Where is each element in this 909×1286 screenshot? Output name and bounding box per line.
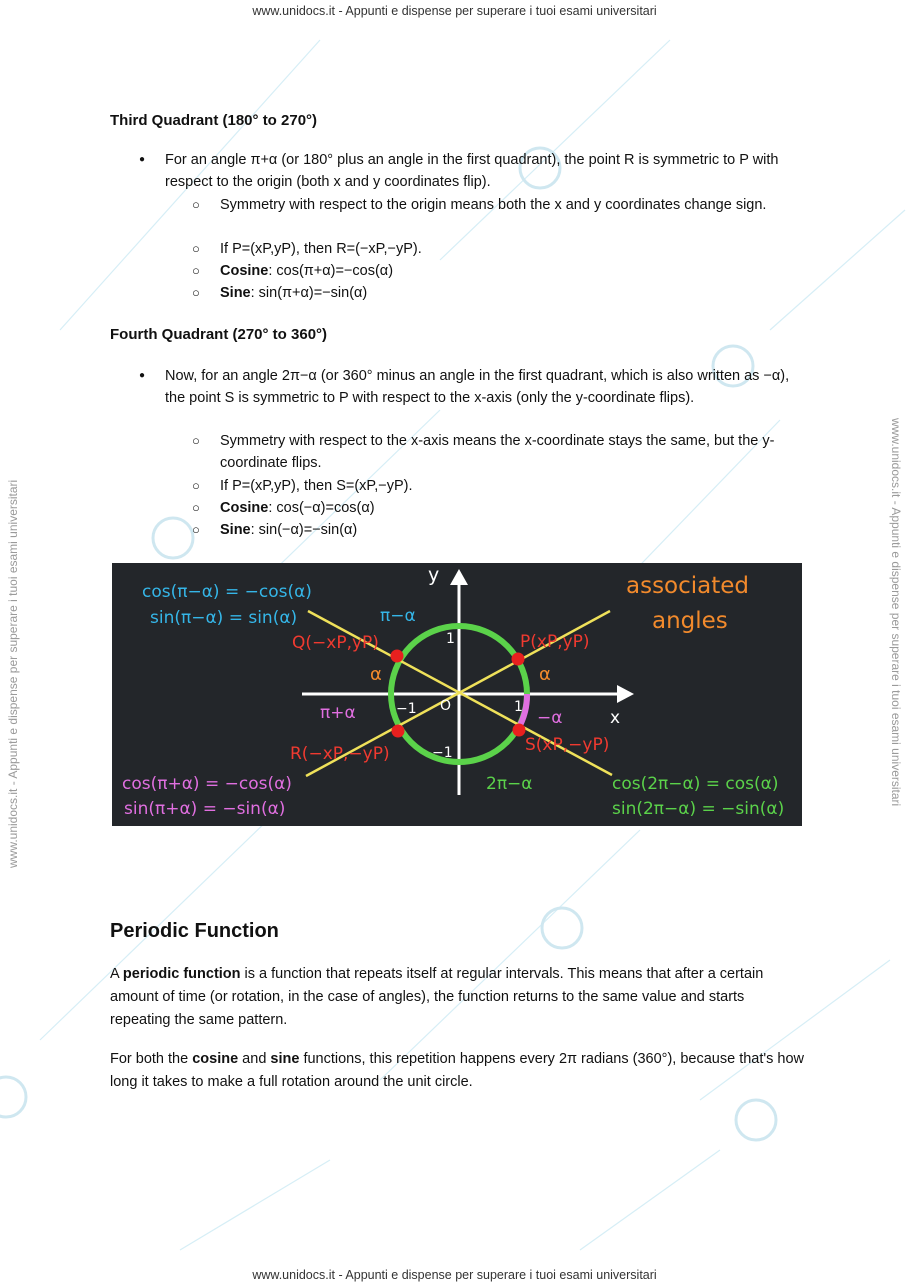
text-fragment: functions, this repetition happens every 2π radians (360°), because that's how long it takes to make a full rotation around the unit circle. [110, 1051, 805, 1090]
heading-fourth-quadrant: Fourth Quadrant (270° to 360°) [110, 326, 328, 343]
tick-label-neg1-left: −1 [396, 701, 417, 717]
watermark-logo-icon [542, 908, 582, 948]
sub-bullet-cosine-third [220, 260, 790, 282]
bullet-third-quadrant: ● For an angle π+α (or 180° plus an angle in the first quadrant), the point R is symmetric to P with respect to the origin (both x and y coordinates flip). [165, 149, 805, 193]
label-alpha-right: α [539, 664, 551, 685]
text-fragment: A [110, 966, 123, 982]
label-minus-alpha: −α [537, 708, 563, 728]
sub-bullet-cosine-fourth [220, 497, 790, 519]
figure-title-associated: associated [626, 573, 750, 599]
sub-bullet-x-axis-symmetry: ○ Symmetry with respect to the x-axis means the x-coordinate stays the same, but the y-coordinate flips. [220, 430, 790, 474]
label-alpha-left: α [370, 664, 382, 685]
sine-label: Sine [220, 522, 251, 538]
tick-label-1-top: 1 [446, 631, 455, 647]
eq-cos-pi-plus: cos(π+α) = −cos(α) [122, 774, 292, 794]
bold-term: sine [270, 1051, 300, 1067]
tick-label-neg1-bottom: −1 [432, 745, 453, 761]
eq-cos-pi-minus: cos(π−α) = −cos(α) [142, 582, 312, 602]
eq-sin-2pi-minus: sin(2π−α) = −sin(α) [612, 799, 785, 819]
watermark-logo-icon [153, 518, 193, 558]
label-point-s: S(xP,−yP) [525, 735, 610, 755]
eq-sin-pi-minus: sin(π−α) = sin(α) [150, 608, 298, 628]
figure-title-angles: angles [652, 608, 728, 634]
side-watermark-right: www.unidocs.it - Appunti e dispense per superare i tuoi esami universitari [889, 418, 903, 807]
bold-term: periodic function [122, 966, 241, 982]
label-2pi-minus-alpha: 2π−α [486, 774, 533, 794]
sub-bullet-s-coordinates: ○ If P=(xP,yP), then S=(xP,−yP). [220, 475, 790, 497]
tick-label-1-right: 1 [514, 699, 523, 715]
sine-label: Sine [220, 285, 251, 301]
page-header: www.unidocs.it - Appunti e dispense per superare i tuoi esami universitari [252, 4, 657, 18]
point-p-marker [512, 653, 525, 666]
bold-term: cosine [192, 1051, 239, 1067]
label-pi-minus-alpha: π−α [380, 606, 416, 626]
watermark-logo-icon [0, 1077, 26, 1117]
cosine-formula: : cos(−α)=cos(α) [268, 500, 375, 516]
sine-formula: : sin(π+α)=−sin(α) [250, 285, 368, 301]
watermark-logo-icon [736, 1100, 776, 1140]
text-fragment: For both the [110, 1051, 193, 1067]
heading-third-quadrant: Third Quadrant (180° to 270°) [110, 112, 318, 129]
point-r-marker [392, 725, 405, 738]
cosine-label: Cosine [220, 263, 269, 279]
tick-label-origin: O [440, 698, 452, 714]
bullet-fourth-quadrant: ● Now, for an angle 2π−α (or 360° minus an angle in the first quadrant, which is also written as −α), the point S is symmetric to P with respect to the x-axis (only the y-coordinate flips). [165, 365, 805, 409]
label-axis-y: y [428, 564, 440, 586]
sub-bullet-origin-symmetry: ○ Symmetry with respect to the origin means both the x and y coordinates change sign. [220, 194, 790, 216]
label-point-p: P(xP,yP) [520, 632, 590, 652]
label-pi-plus-alpha: π+α [320, 703, 356, 723]
eq-cos-2pi-minus: cos(2π−α) = cos(α) [612, 774, 779, 794]
sine-formula: : sin(−α)=−sin(α) [250, 522, 358, 538]
cosine-label: Cosine [220, 500, 269, 516]
associated-angles-figure [112, 563, 802, 826]
point-q-marker [391, 650, 404, 663]
eq-sin-pi-plus: sin(π+α) = −sin(α) [124, 799, 286, 819]
label-point-r: R(−xP,−yP) [290, 744, 390, 764]
page-footer: www.unidocs.it - Appunti e dispense per superare i tuoi esami universitari [252, 1268, 657, 1282]
paragraph-periodic-definition [110, 963, 805, 1032]
label-point-q: Q(−xP,yP) [292, 633, 379, 653]
sub-bullet-sine-fourth [220, 519, 790, 541]
sub-bullet-r-coordinates: ○ If P=(xP,yP), then R=(−xP,−yP). [220, 238, 790, 260]
paragraph-periodic-cos-sin [110, 1048, 805, 1094]
heading-periodic-function: Periodic Function [110, 920, 279, 942]
text-fragment: is a function that repeats itself at regular intervals. This means that after a certain amount of time (or rotation, in the case of angles), the function returns to the same value and starts repeating the same pattern. [110, 966, 764, 1028]
point-s-marker [513, 724, 526, 737]
label-axis-x: x [610, 708, 621, 728]
cosine-formula: : cos(π+α)=−cos(α) [268, 263, 394, 279]
sub-bullet-sine-third [220, 282, 790, 304]
side-watermark-left: www.unidocs.it - Appunti e dispense per superare i tuoi esami universitari [6, 479, 20, 868]
text-fragment: and [238, 1051, 271, 1067]
